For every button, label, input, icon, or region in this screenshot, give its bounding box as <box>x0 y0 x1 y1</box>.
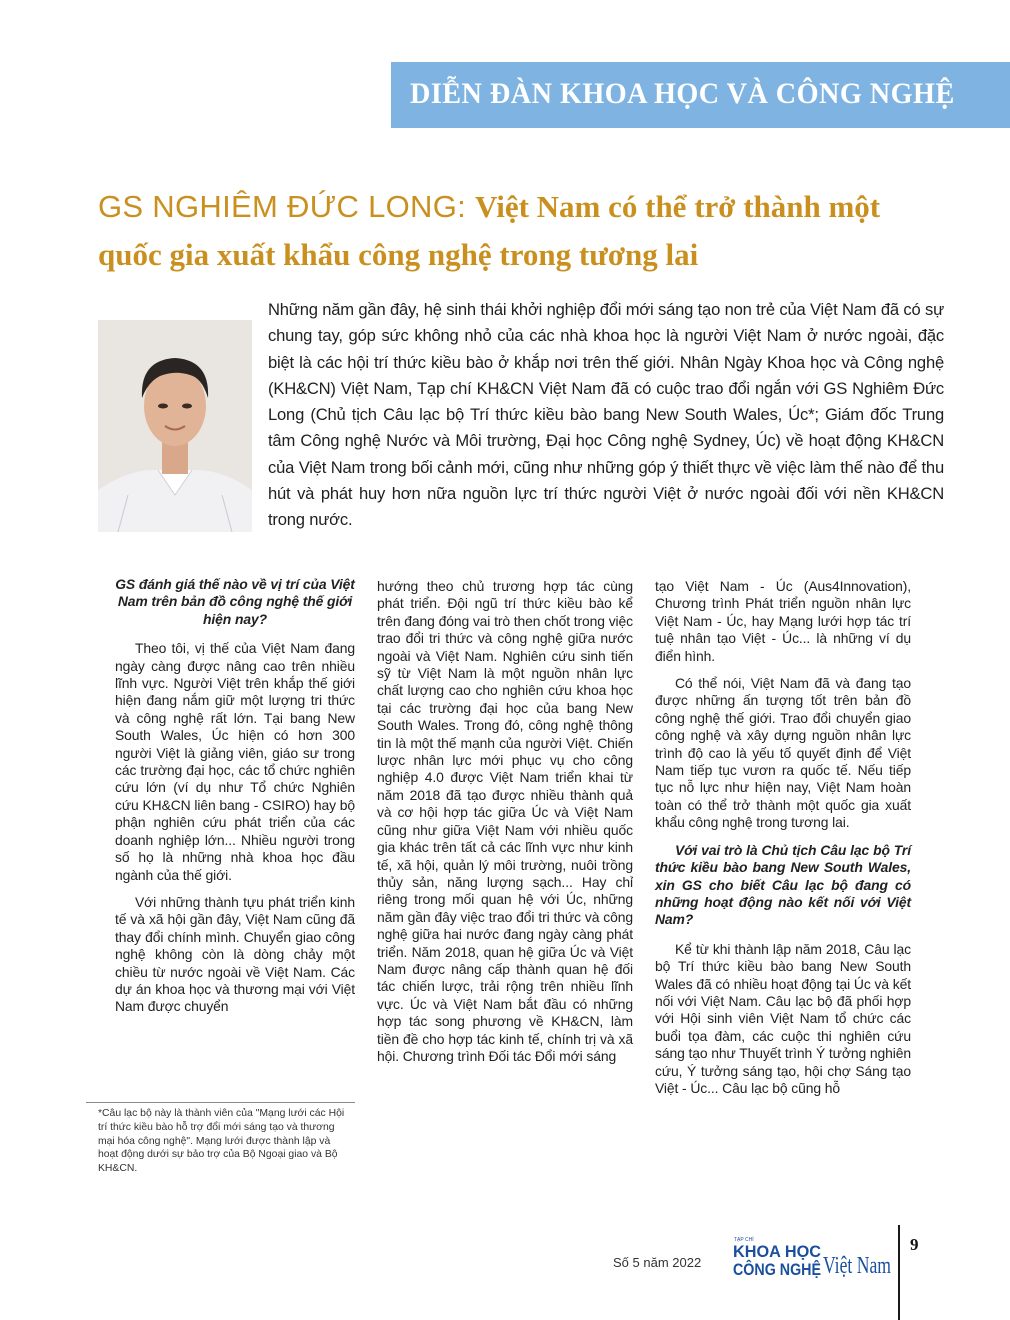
paragraph: hướng theo chủ trương hợp tác cùng phát triển. Đội ngũ trí thức kiều bào kể trên đang đóng vai trò then chốt trong việc trao đổi tri thức và công nghệ giữa nước ngoài và Việt Nam. Nghiên cứu sinh tiến sỹ từ Việt Nam là một nguồn nhân lực chất lượng cao cho nghiên cứu khoa học tại các trường đại học của bang New South Wales. Trong đó, công nghệ thông tin là một thế mạnh của người Việt. Chiến lược nhân lực mới phục vụ cho công nghiệp 4.0 được Việt Nam triển khai từ năm 2018 đã tạo được nhiều thành quả và cơ hội hợp tác giữa Úc và Việt Nam cũng như giữa Việt Nam với nhiều quốc gia khác trên tất cả các lĩnh vực như kinh tế, xã hội, quản lý môi trường, nuôi trồng thủy sản, năng lượng sạch... Hay chỉ riêng trong mối quan hệ với Úc, những năm gần đây việc trao đổi tri thức và công nghệ giữa hai nước đang ngày càng phát triển. Năm 2018, quan hệ giữa Úc và Việt Nam được nâng cấp thành quan hệ đối tác chiến lược, trải rộng trên nhiều lĩnh vực. Úc và Việt Nam bắt đầu có những hợp tác song phương về KH&CN, làm tiền đề cho hợp tác kinh tế, chính trị và xã hội. Chương trình Đối tác Đổi mới sáng <box>377 578 633 1064</box>
footnote-divider <box>86 1102 355 1103</box>
headline-main: Việt Nam có thể trở thành một quốc gia xuất khẩu công nghệ trong tương lai <box>98 189 881 272</box>
column-3 <box>655 578 911 1107</box>
column-2 <box>377 578 633 1065</box>
portrait-photo <box>98 320 252 532</box>
section-title: DIỄN ĐÀN KHOA HỌC VÀ CÔNG NGHỆ <box>410 77 955 110</box>
issue-label: Số 5 năm 2022 <box>613 1255 702 1270</box>
column-1 <box>115 576 355 1026</box>
footer-divider <box>898 1225 900 1320</box>
interview-question-2: Với vai trò là Chủ tịch Câu lạc bộ Trí thức kiều bào bang New South Wales, xin GS cho biết Câu lạc bộ đang có những hoạt động nào kết nối với Việt Nam? <box>655 841 911 928</box>
headline-prefix: GS NGHIÊM ĐỨC LONG: <box>98 189 475 224</box>
logo-line1: KHOA HỌC <box>733 1242 821 1261</box>
article-headline <box>98 183 928 279</box>
logo-vn: Việt Nam <box>823 1253 892 1279</box>
magazine-logo <box>733 1235 893 1281</box>
footnote: *Câu lạc bộ này là thành viên của "Mạng lưới các Hội trí thức kiều bào hỗ trợ đổi mới sáng tạo và thương mại hóa công nghệ". Mạng lưới được thành lập và hoạt động dưới sự bảo trợ của Bộ Ngoại giao và Bộ KH&CN. <box>98 1108 345 1175</box>
paragraph: Kể từ khi thành lập năm 2018, Câu lạc bộ Trí thức kiều bào bang New South Wales đã có nhiều hoạt động tại Úc và kết nối với Việt Nam. Câu lạc bộ đã phối hợp với Hội sinh viên Việt Nam tổ chức các buổi tọa đàm, các cuộc thi nghiên cứu sáng tạo như Thuyết trình Ý tưởng nghiên cứu, Ý tưởng sáng tạo, hội chợ Sáng tạo Việt - Úc... Câu lạc bộ cũng hỗ <box>655 940 911 1096</box>
page-number: 9 <box>910 1235 919 1254</box>
paragraph: tạo Việt Nam - Úc (Aus4Innovation), Chương trình Phát triển nguồn nhân lực Việt Nam - Úc, hay Mạng lưới hợp tác trí tuệ nhân tạo Việt - Úc... là những ví dụ điển hình. <box>655 578 911 664</box>
paragraph: Theo tôi, vị thế của Việt Nam đang ngày càng được nâng cao trên nhiều lĩnh vực. Người Việt trên khắp thế giới hiện đang nắm giữ một lượng tri thức và công nghệ rất lớn. Tại bang New South Wales, Úc hiện có hơn 300 người Việt là giảng viên, giáo sư trong các trường đại học, các tổ chức nghiên cứu lớn (ví dụ như Tổ chức Nghiên cứu KH&CN liên bang - CSIRO) hay bộ phận nghiên cứu phát triển của các doanh nghiệp lớn... Nhiều người trong số họ là những nhà khoa học đầu ngành của thế giới. <box>115 640 355 883</box>
interview-question-1: GS đánh giá thế nào về vị trí của Việt Nam trên bản đồ công nghệ thế giới hiện nay? <box>115 576 355 627</box>
paragraph: Có thể nói, Việt Nam đã và đang tạo được những ấn tượng tốt trên bản đồ công nghệ thế giới. Trao đổi chuyển giao công nghệ và xây dựng nguồn nhân lực trình độ cao là yếu tố quyết định để Việt Nam tiếp tục vươn ra quốc tế. Nếu tiếp tục nỗ lực như hiện nay, Việt Nam hoàn toàn có thể trở thành một quốc gia xuất khẩu công nghệ trong tương lai. <box>655 675 911 831</box>
author-portrait <box>98 320 252 532</box>
paragraph: Với những thành tựu phát triển kinh tế và xã hội gần đây, Việt Nam cũng đã thay đổi chính mình. Chuyển giao công nghệ không còn là dòng chảy một chiều từ nước ngoài về Việt Nam. Các dự án khoa học và thương mại với Việt Nam được chuyển <box>115 893 355 1015</box>
logo-line2: CÔNG NGHỆ <box>733 1260 821 1279</box>
logo-small: TẠP CHÍ <box>734 1237 754 1243</box>
article-lead: Những năm gần đây, hệ sinh thái khởi nghiệp đổi mới sáng tạo non trẻ của Việt Nam đã có sự chung tay, góp sức không nhỏ của các nhà khoa học là người Việt Nam ở nước ngoài, đặc biệt là các hội trí thức kiều bào ở khắp nơi trên thế giới. Nhân Ngày Khoa học và Công nghệ (KH&CN) Việt Nam, Tạp chí KH&CN Việt Nam đã có cuộc trao đổi ngắn với GS Nghiêm Đức Long (Chủ tịch Câu lạc bộ Trí thức kiều bào bang New South Wales, Úc*; Giám đốc Trung tâm Công nghệ Nước và Môi trường, Đại học Công nghệ Sydney, Úc) về hoạt động KH&CN của Việt Nam trong bối cảnh mới, cũng như những góp ý thiết thực về việc làm thế nào để thu hút và phát huy hơn nữa nguồn lực trí thức người Việt ở nước ngoài đối với nền KH&CN trong nước. <box>268 300 944 530</box>
